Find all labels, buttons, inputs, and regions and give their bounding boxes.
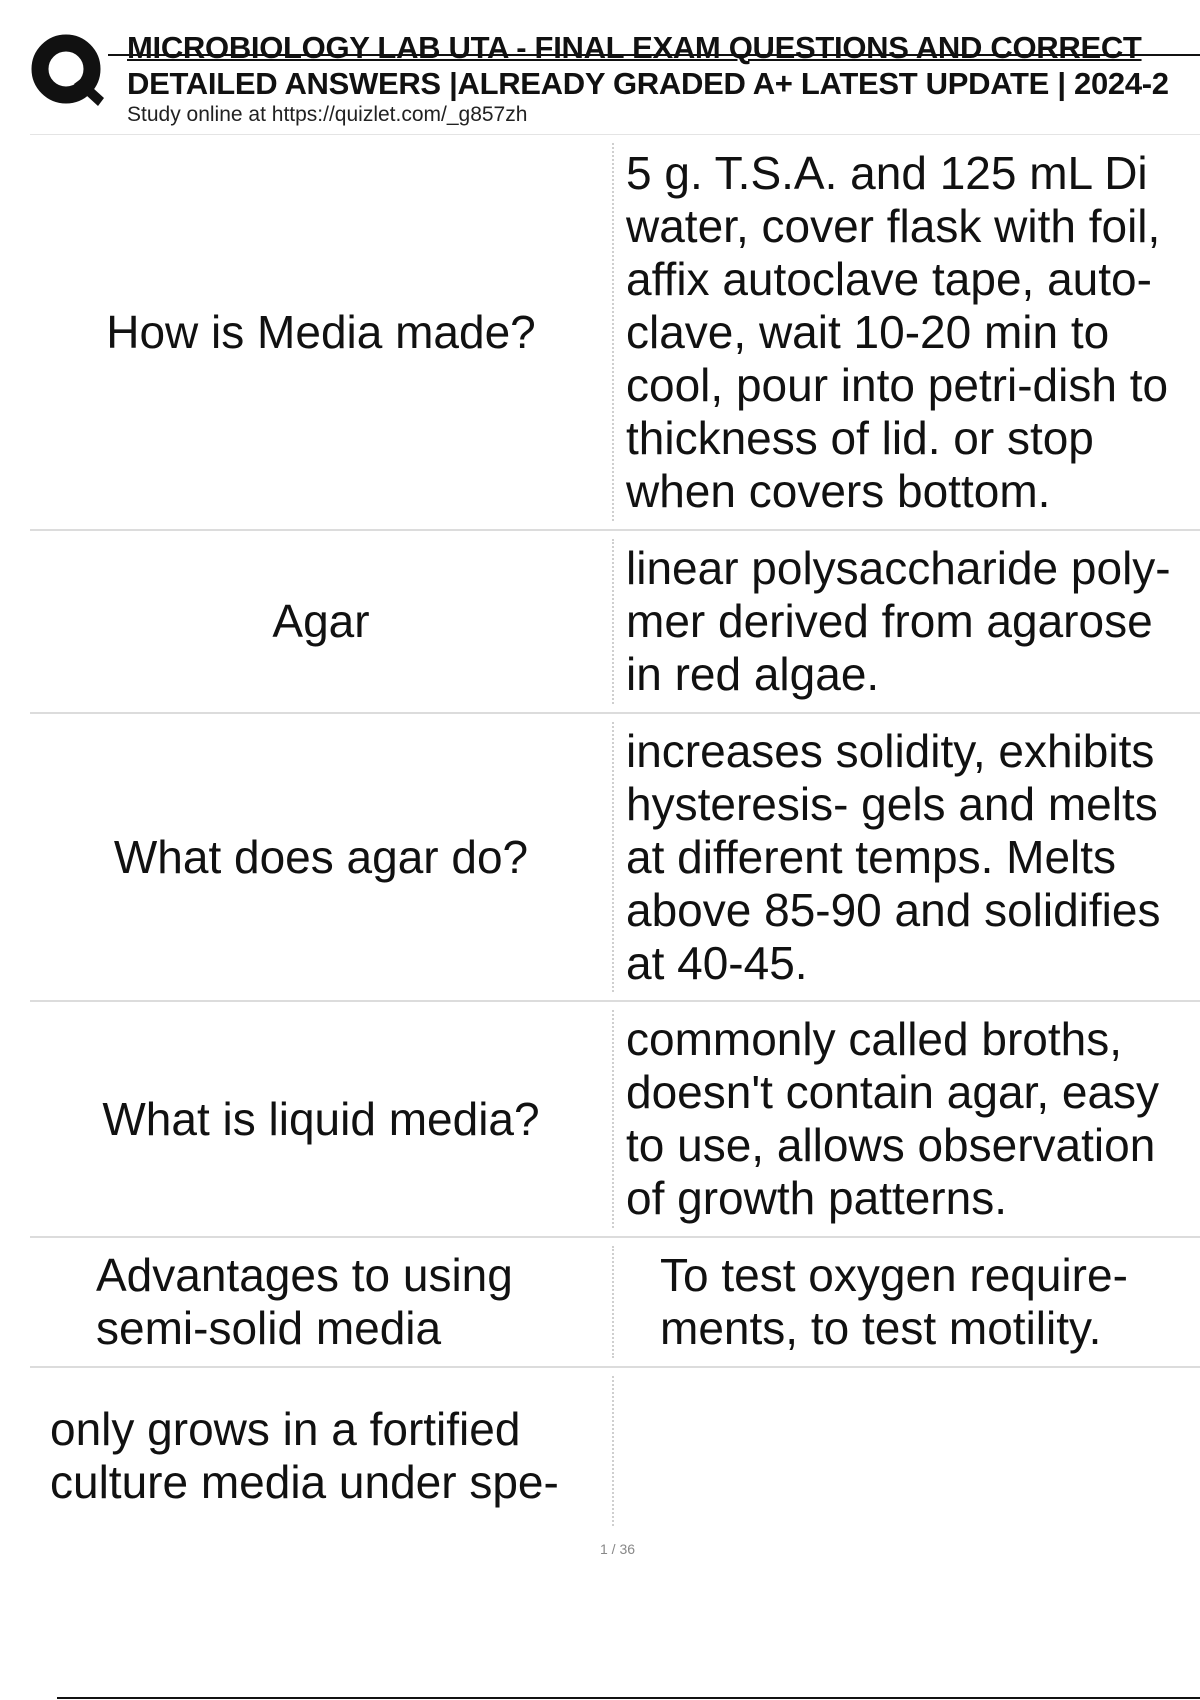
definition-text: increases solidity, exhibits hysteresis- gels and melts at different temps. Melts above 85-90 and solidifies at 40-45. — [626, 724, 1161, 989]
flashcard-definition — [614, 531, 1200, 712]
flashcard-definition — [614, 1238, 1200, 1366]
flashcard-list — [30, 134, 1200, 1534]
document-title-line-2: DETAILED ANSWERS |ALREADY GRADED A+ LATEST UPDATE | 2024-2 — [127, 66, 1169, 101]
flashcard-definition — [614, 1002, 1200, 1236]
flashcard-term: Agar — [272, 595, 370, 647]
definition-text: To test oxygen require- ments, to test motility. — [660, 1249, 1128, 1354]
flashcard-term: What does agar do? — [113, 830, 529, 883]
definition-text: 5 g. T.S.A. and 125 mL Di water, cover flask with foil, affix autoclave tape, auto- clave, wait 10-20 min to cool, pour into petri-dish to thickness of lid. or stop when covers bottom. — [626, 146, 1169, 517]
flashcard-row — [30, 134, 1200, 531]
flashcard-definition — [614, 1368, 1200, 1534]
flashcard-definition — [614, 135, 1200, 529]
flashcard-definition — [614, 714, 1200, 1000]
flashcard-row — [30, 531, 1200, 714]
flashcard-row — [30, 1002, 1200, 1238]
definition-text: commonly called broths, doesn't contain agar, easy to use, allows observation of growth patterns. — [626, 1013, 1160, 1224]
study-online-link[interactable]: Study online at https://quizlet.com/_g857zh — [127, 103, 528, 126]
flashcard-row — [30, 1368, 1200, 1534]
document-header — [0, 0, 1200, 134]
definition-text: linear polysaccharide poly- mer derived from agarose in red algae. — [626, 542, 1171, 700]
flashcard-row — [30, 714, 1200, 1002]
flashcard-row — [30, 1238, 1200, 1368]
quizlet-q-logo-icon — [30, 32, 108, 110]
flashcard-term: Advantages to using semi-solid media — [96, 1249, 513, 1354]
flashcard-term: only grows in a fortified culture media under spe- — [50, 1403, 559, 1508]
bottom-rule — [57, 1697, 1200, 1699]
page-number: 1 / 36 — [599, 1541, 636, 1557]
flashcard-term: What is liquid media? — [102, 1092, 540, 1145]
flashcard-term: How is Media made? — [106, 305, 536, 358]
document-title-line-1: MICROBIOLOGY LAB UTA - FINAL EXAM QUESTIONS AND CORRECT — [127, 30, 1142, 65]
